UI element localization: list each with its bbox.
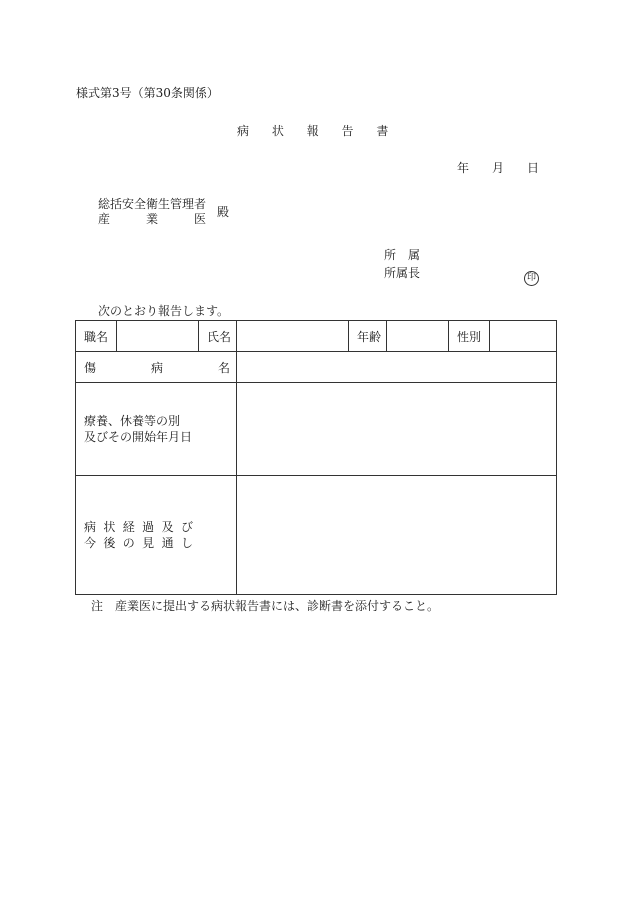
department-head-label: 所属長	[384, 266, 421, 280]
title-char: 報	[306, 124, 319, 138]
progress-char: 状	[103, 520, 116, 534]
report-table	[75, 320, 557, 595]
disease-char: 病	[150, 360, 163, 375]
progress-char: し	[180, 536, 193, 550]
progress-char: 経	[122, 520, 135, 534]
form-number: 様式第3号（第30条関係）	[76, 86, 219, 100]
day-label: 日	[527, 161, 540, 175]
honorific: 殿	[217, 205, 230, 219]
progress-field[interactable]	[237, 476, 557, 595]
intro-text: 次のとおり報告します。	[98, 304, 230, 318]
disease-char: 名	[217, 360, 230, 375]
year-label: 年	[457, 161, 470, 175]
progress-char: 病	[84, 520, 97, 534]
progress-label	[76, 476, 237, 595]
age-label: 年齢	[349, 321, 387, 352]
seal-mark	[524, 265, 539, 286]
treatment-field[interactable]	[237, 383, 557, 476]
progress-char: 後	[103, 536, 116, 550]
table-row	[76, 321, 557, 352]
title-char: 告	[341, 124, 354, 138]
disease-char: 傷	[84, 360, 97, 375]
addressee-line1: 総括安全衛生管理者	[98, 197, 207, 211]
treatment-label-line1: 療養、休養等の別	[84, 414, 181, 428]
title-char: 状	[271, 124, 284, 138]
sex-field[interactable]	[490, 321, 557, 352]
name-label: 氏名	[199, 321, 237, 352]
addressee-char: 業	[145, 212, 158, 226]
treatment-label	[76, 383, 237, 476]
document-title	[237, 124, 388, 138]
name-field[interactable]	[237, 321, 349, 352]
progress-char: 今	[84, 536, 97, 550]
progress-label-line2	[84, 535, 193, 551]
progress-char: 及	[161, 520, 174, 534]
title-char: 書	[376, 124, 389, 138]
job-title-field[interactable]	[117, 321, 199, 352]
disease-name-field[interactable]	[237, 352, 557, 383]
affiliation-char: 所	[384, 248, 397, 262]
progress-char: 通	[161, 536, 174, 550]
progress-char: び	[180, 520, 193, 534]
date-line	[457, 161, 539, 175]
addressee-char: 医	[193, 212, 206, 226]
disease-name-label	[76, 352, 237, 383]
age-field[interactable]	[387, 321, 449, 352]
seal-char: 印	[524, 271, 539, 286]
treatment-label-line2: 及びその開始年月日	[84, 430, 193, 444]
table-row	[76, 383, 557, 476]
job-title-label: 職名	[76, 321, 117, 352]
progress-char: 過	[142, 520, 155, 534]
progress-char: の	[122, 536, 135, 550]
table-row	[76, 476, 557, 595]
addressee-char: 産	[98, 212, 111, 226]
progress-label-line1	[84, 519, 193, 535]
title-char: 病	[237, 124, 250, 138]
month-label: 月	[492, 161, 505, 175]
addressee-line2	[98, 212, 206, 226]
sex-label: 性別	[449, 321, 490, 352]
footnote: 注 産業医に提出する病状報告書には、診断書を添付すること。	[91, 599, 440, 613]
affiliation-char: 属	[407, 248, 420, 262]
affiliation-label	[384, 248, 420, 262]
progress-char: 見	[142, 536, 155, 550]
table-row	[76, 352, 557, 383]
